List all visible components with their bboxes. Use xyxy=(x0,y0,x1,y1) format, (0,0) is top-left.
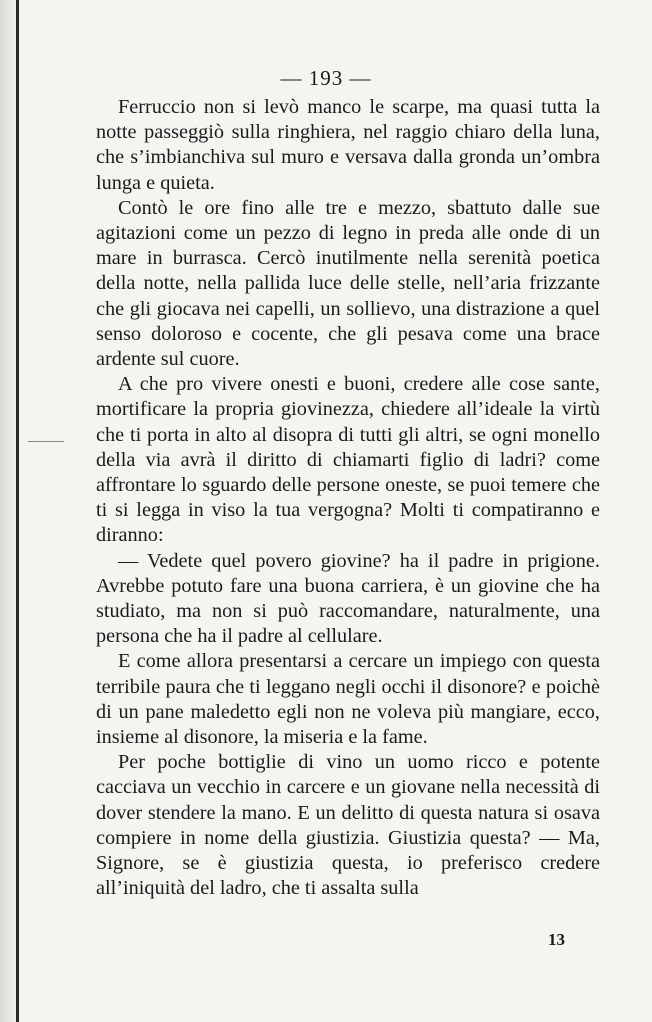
binding-edge xyxy=(16,0,19,1022)
paragraph-3: A che pro vivere onesti e buoni, credere alle cose sante, mortificare la propria giovinezza, chiedere all’ideale la virtù che ti porta in alto al disopra di tutti gli altri, se ogni monello della via avrà il diritto di chiamarti figlio di ladri? come affrontare lo sguardo delle persone oneste, se puoi temere che ti si legga in viso la tua vergogna? Molti ti compatiranno e diranno: xyxy=(96,373,600,547)
paragraph-2: Contò le ore fino alle tre e mezzo, sbattuto dalle sue agitazioni come un pezzo di legno in preda alle onde di un mare in burrasca. Cercò inutilmente nella serenità poetica della notte, nella pallida luce delle stelle, nell’aria frizzante che gli giocava nei capelli, un sollievo, una distrazione a quel senso doloroso e cocente, che gli pesava come una brace ardente sul cuore. xyxy=(96,196,600,371)
page-number-header: — 193 — xyxy=(280,66,372,90)
body-text xyxy=(96,95,600,902)
paragraph-6: Per poche bottiglie di vino un uomo ricco e potente cacciava un vecchio in carcere e un giovane nella necessità di dover stendere la mano. E un delitto di questa natura si osava compiere in nome della giustizia. Giustizia questa? — Ma, Signore, se è giustizia questa, io preferisco credere all’iniquità del ladro, che ti assalta sulla xyxy=(96,751,600,900)
paragraph-1: Ferruccio non si levò manco le scarpe, ma quasi tutta la notte passeggiò sulla ringhiera, nel raggio chiaro della luna, che s’imbianchiva sul muro e versava dalla gronda un’ombra lunga e quieta. xyxy=(96,96,600,194)
signature-mark: 13 xyxy=(548,930,565,949)
paragraph-4: — Vedete quel povero giovine? ha il padre in prigione. Avrebbe potuto fare una buona carriera, è un giovine che ha studiato, ma non si può raccomandare, naturalmente, una persona che ha il padre al cellulare. xyxy=(96,549,600,648)
margin-mark xyxy=(28,441,64,442)
gutter-shadow xyxy=(0,0,16,1022)
paragraph-5: E come allora presentarsi a cercare un impiego con questa terribile paura che ti leggano negli occhi il disonore? e poichè di un pane maledetto egli non ne voleva più mangiare, ecco, insieme al disonore, la miseria e la fame. xyxy=(96,650,600,749)
